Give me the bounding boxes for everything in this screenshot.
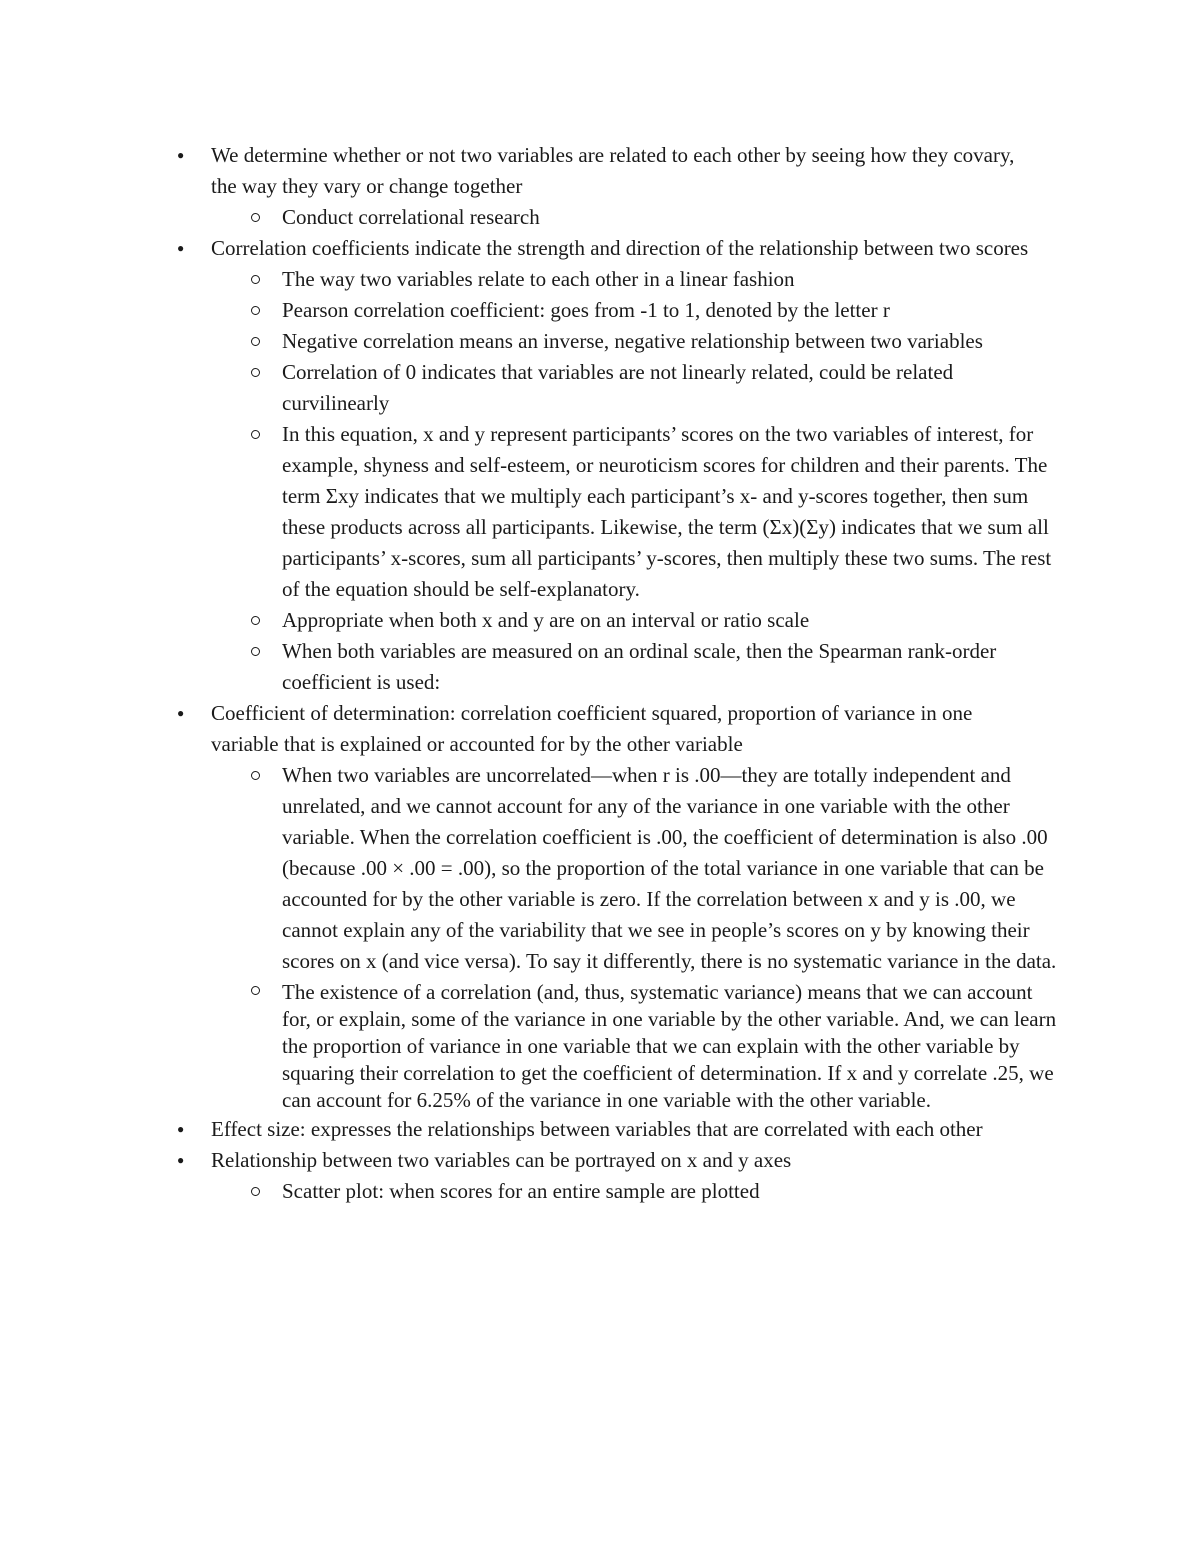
- list-item: Appropriate when both x and y are on an interval or ratio scale: [0, 605, 1062, 636]
- list-item: ● Relationship between two variables can be portrayed on x and y axes: [0, 1145, 1041, 1176]
- list-item: In this equation, x and y represent participants’ scores on the two variables of interest, for example, shyness and self-esteem, or neuroticism scores for children and their parents. The term Σxy indicates that we multiply each participant’s x- and y-scores together, then sum these products across all participants. Likewise, the term (Σx)(Σy) indicates that we sum all participants’ x-scores, sum all participants’ y-scores, then multiply these two sums. The rest of the equation should be self-explanatory.: [0, 419, 1062, 605]
- list-item: The way two variables relate to each other in a linear fashion: [0, 264, 1062, 295]
- list-item: Scatter plot: when scores for an entire sample are plotted: [0, 1176, 1062, 1207]
- bullet-list: [0, 140, 1200, 1207]
- list-item: The existence of a correlation (and, thus, systematic variance) means that we can account for, or explain, some of the variance in one variable by the other variable. And, we can learn the proportion of variance in one variable that we can explain with the other variable by squaring their correlation to get the coefficient of determination. If x and y correlate .25, we can account for 6.25% of the variance in one variable with the other variable.: [0, 977, 1062, 1114]
- list-item: When two variables are uncorrelated—when r is .00—they are totally independent and unrelated, and we cannot account for any of the variance in one variable with the other variable. When the correlation coefficient is .00, the coefficient of determination is also .00 (because .00 × .00 = .00), so the proportion of the total variance in one variable that can be accounted for by the other variable is zero. If the correlation between x and y is .00, we cannot explain any of the variability that we see in people’s scores on y by knowing their scores on x (and vice versa). To say it differently, there is no systematic variance in the data.: [0, 760, 1062, 977]
- list-item: ● Correlation coefficients indicate the strength and direction of the relationship between two scores: [0, 233, 1041, 264]
- list-item: Negative correlation means an inverse, negative relationship between two variables: [0, 326, 1062, 357]
- list-item: ● Coefficient of determination: correlation coefficient squared, proportion of variance in one variable that is explained or accounted for by the other variable: [0, 698, 1041, 760]
- list-item: ● We determine whether or not two variables are related to each other by seeing how they covary, the way they vary or change together: [0, 140, 1041, 202]
- list-item: Pearson correlation coefficient: goes from -1 to 1, denoted by the letter r: [0, 295, 1062, 326]
- list-item: ● Effect size: expresses the relationships between variables that are correlated with each other: [0, 1114, 1041, 1145]
- list-item: Correlation of 0 indicates that variables are not linearly related, could be related curvilinearly: [0, 357, 1062, 419]
- list-item: Conduct correlational research: [0, 202, 1062, 233]
- list-item: When both variables are measured on an ordinal scale, then the Spearman rank-order coefficient is used:: [0, 636, 1062, 698]
- notes-content: [0, 140, 1200, 1207]
